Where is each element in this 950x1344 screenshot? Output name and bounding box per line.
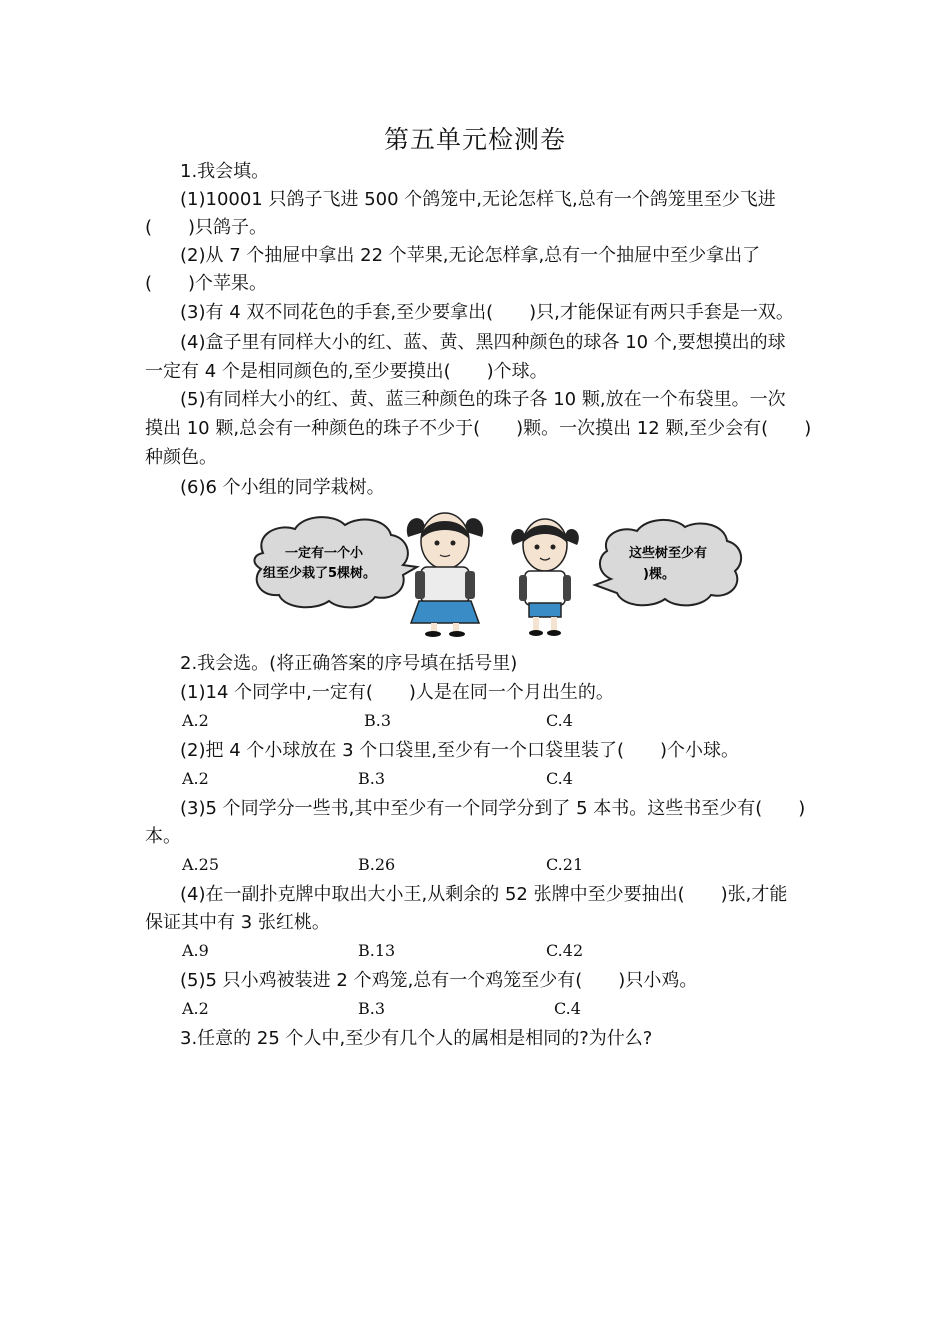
s2-q5: (5)5 只小鸡被装进 2 个鸡笼,总有一个鸡笼至少有( )只小鸡。 xyxy=(180,970,698,991)
s2-q4-option-a: A.9 xyxy=(182,941,209,960)
s2-q1-option-a: A.2 xyxy=(182,711,209,730)
s2-q4-option-c: C.42 xyxy=(546,941,584,960)
s2-q4-line2: 保证其中有 3 张红桃。 xyxy=(145,912,330,933)
s2-q1: (1)14 个同学中,一定有( )人是在同一个月出生的。 xyxy=(180,682,614,703)
s2-q2-option-c: C.4 xyxy=(546,769,573,788)
s2-q2: (2)把 4 个小球放在 3 个口袋里,至少有一个口袋里装了( )个小球。 xyxy=(180,740,740,761)
s2-q4-option-b: B.13 xyxy=(358,941,396,960)
section2-heading: 2.我会选。(将正确答案的序号填在括号里) xyxy=(180,653,518,674)
s2-q5-option-a: A.2 xyxy=(182,999,209,1018)
s2-q3-option-b: B.26 xyxy=(358,855,396,874)
s2-q4-line1: (4)在一副扑克牌中取出大小王,从剩余的 52 张牌中至少要抽出( )张,才能 xyxy=(180,884,788,905)
page-title: 第五单元检测卷 xyxy=(383,125,566,154)
s2-q3-option-c: C.21 xyxy=(546,855,584,874)
children-illustration xyxy=(245,505,745,637)
s1-q6: (6)6 个小组的同学栽树。 xyxy=(180,477,385,498)
s1-q2-line1: (2)从 7 个抽屉中拿出 22 个苹果,无论怎样拿,总有一个抽屉中至少拿出了 xyxy=(180,245,761,266)
s1-q3: (3)有 4 双不同花色的手套,至少要拿出( )只,才能保证有两只手套是一双。 xyxy=(180,302,794,323)
s1-q2-line2: ( )个苹果。 xyxy=(145,273,268,294)
s1-q1-line1: (1)10001 只鸽子飞进 500 个鸽笼中,无论怎样飞,总有一个鸽笼里至少飞进 xyxy=(180,189,776,210)
left-bubble-line1: 一定有一个小 xyxy=(285,546,364,561)
s1-q5-line3: 种颜色。 xyxy=(145,447,217,468)
girl-right-figure xyxy=(511,519,579,636)
s1-q4-line1: (4)盒子里有同样大小的红、蓝、黄、黑四种颜色的球各 10 个,要想摸出的球 xyxy=(180,332,786,353)
s1-q4-line2: 一定有 4 个是相同颜色的,至少要摸出( )个球。 xyxy=(145,361,548,382)
right-speech-bubble xyxy=(595,520,741,605)
s1-q1-line2: ( )只鸽子。 xyxy=(145,217,268,238)
section1-heading: 1.我会填。 xyxy=(180,161,270,182)
s2-q5-option-c: C.4 xyxy=(554,999,581,1018)
s1-q5-line1: (5)有同样大小的红、黄、蓝三种颜色的珠子各 10 颗,放在一个布袋里。一次 xyxy=(180,389,786,410)
girl-left-figure xyxy=(407,513,483,637)
s2-q1-option-b: B.3 xyxy=(364,711,392,730)
s2-q1-option-c: C.4 xyxy=(546,711,573,730)
right-bubble-line2: )棵。 xyxy=(643,567,675,582)
left-bubble-line2: 组至少栽了5棵树。 xyxy=(263,566,377,581)
s1-q5-line2: 摸出 10 颗,总会有一种颜色的珠子不少于( )颗。一次摸出 12 颗,至少会有( ) xyxy=(145,418,812,439)
s2-q2-option-a: A.2 xyxy=(182,769,209,788)
s3-question: 3.任意的 25 个人中,至少有几个人的属相是相同的?为什么? xyxy=(180,1028,653,1049)
s2-q5-option-b: B.3 xyxy=(358,999,386,1018)
right-bubble-line1: 这些树至少有 xyxy=(629,546,708,561)
s2-q3-line2: 本。 xyxy=(145,826,181,847)
s2-q3-option-a: A.25 xyxy=(182,855,219,874)
s2-q2-option-b: B.3 xyxy=(358,769,386,788)
left-speech-bubble xyxy=(254,517,417,607)
s2-q3-line1: (3)5 个同学分一些书,其中至少有一个同学分到了 5 本书。这些书至少有( ) xyxy=(180,798,806,819)
